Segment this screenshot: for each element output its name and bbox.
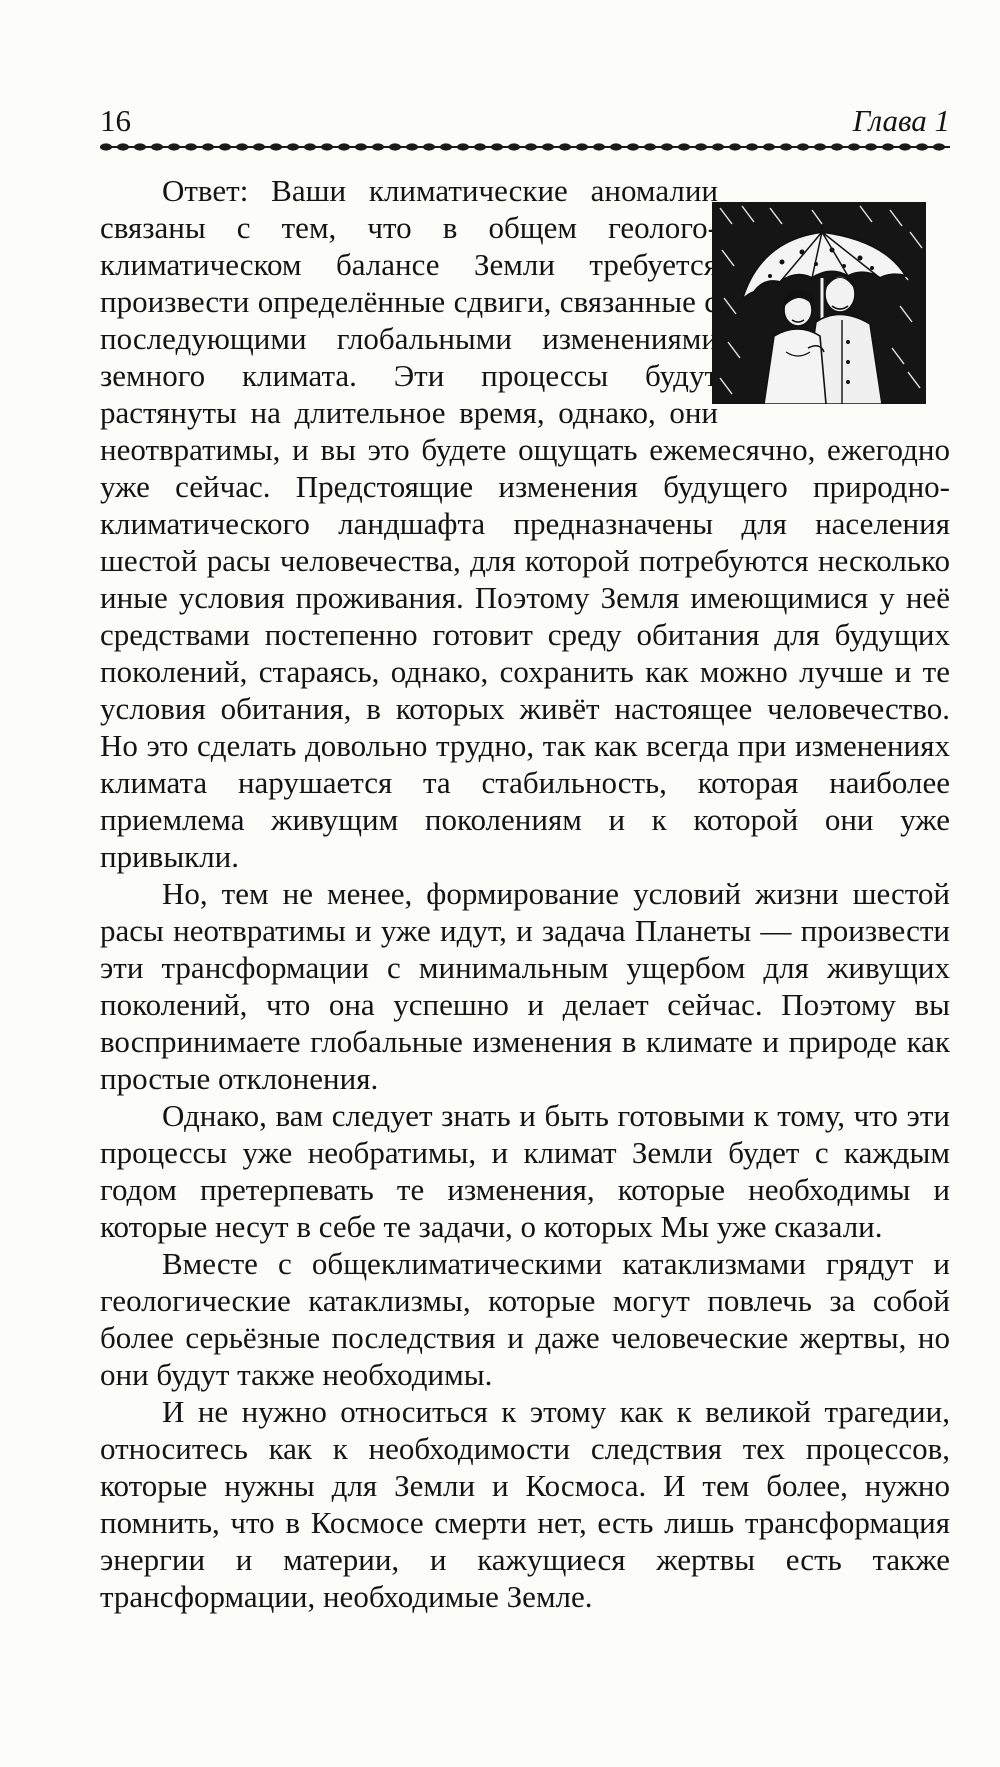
rule-bead	[882, 143, 894, 150]
rule-bead	[729, 143, 741, 150]
rule-bead	[831, 143, 843, 150]
rule-bead	[287, 143, 299, 150]
rule-bead	[491, 143, 503, 150]
rule-bead	[440, 143, 452, 150]
rule-bead	[712, 143, 724, 150]
rule-bead	[780, 143, 792, 150]
rule-bead	[661, 143, 673, 150]
rule-bead	[763, 143, 775, 150]
rule-bead	[134, 143, 146, 150]
rule-bead	[372, 143, 384, 150]
rule-bead	[644, 143, 656, 150]
rule-bead	[933, 143, 945, 150]
rule-bead	[338, 143, 350, 150]
paragraph-2: Но, тем не менее, формирование условий жизни шестой расы неотвратимы и уже идут, и задача Планеты — произвести эти трансформации с минимальным ущербом для живущих поколений, что она успешно и делает сейчас. Поэтому вы воспринимаете глобальные изменения в климате и природе как простые отклонения.	[100, 876, 950, 1096]
rule-bead	[508, 143, 520, 150]
rule-bead	[593, 143, 605, 150]
page-number: 16	[100, 103, 131, 138]
rule-bead	[797, 143, 809, 150]
rule-bead	[423, 143, 435, 150]
rule-bead	[321, 143, 333, 150]
rule-bead	[559, 143, 571, 150]
chapter-title: Глава 1	[852, 103, 950, 138]
rule-bead	[117, 143, 129, 150]
rule-bead	[678, 143, 690, 150]
rule-bead	[474, 143, 486, 150]
rule-bead	[627, 143, 639, 150]
rule-bead	[576, 143, 588, 150]
rule-bead	[610, 143, 622, 150]
rule-bead	[525, 143, 537, 150]
page-header	[100, 104, 950, 138]
decorative-header-rule	[100, 142, 950, 152]
paragraph-5: И не нужно относиться к этому как к великой трагедии, относитесь как к необходимости следствия тех процессов, которые нужны для Земли и Космоса. И тем более, нужно помнить, что в Космосе смерти нет, есть лишь трансформация энергии и материи, и кажущиеся жертвы есть также трансформации, необходимые Земле.	[100, 1394, 950, 1614]
rule-bead	[185, 143, 197, 150]
illustration-space	[718, 172, 950, 421]
rule-bead	[304, 143, 316, 150]
rule-bead	[542, 143, 554, 150]
rule-bead	[151, 143, 163, 150]
paragraph-4: Вместе с общеклиматическими катаклизмами грядут и геологические катаклизмы, которые могут повлечь за собой более серьёзные последствия и даже человеческие жертвы, но они будут также необходимы.	[100, 1246, 950, 1392]
rule-bead	[253, 143, 265, 150]
rule-bead	[865, 143, 877, 150]
rule-bead	[406, 143, 418, 150]
rule-bead	[899, 143, 911, 150]
rule-bead	[457, 143, 469, 150]
paragraph-3: Однако, вам следует знать и быть готовыми к тому, что эти процессы уже необратимы, и климат Земли будет с каждым годом претерпевать те изменения, которые необходимы и которые несут в себе те задачи, о которых Мы уже сказали.	[100, 1098, 950, 1244]
rule-bead	[848, 143, 860, 150]
rule-bead	[270, 143, 282, 150]
paragraph-1: Ответ: Ваши климатические аномалии связаны с тем, что в общем геолого-климатическом балансе Земли требуется произвести определённые сдвиги, связанные с последующими глобальными изменениями земного климата. Эти процессы будут растянуты на длительное время, однако, они неотвратимы, и вы это будете ощущать ежемесячно, ежегодно уже сейчас. Предстоящие изменения будущего природно-климатического ландшафта предназначены для населения шестой расы человечества, для которой потребуются несколько иные условия проживания. Поэтому Земля имеющимися у неё средствами постепенно готовит среду обитания для будущих поколений, стараясь, однако, сохранить как можно лучше и те условия обитания, в которых живёт настоящее человечество. Но это сделать довольно трудно, так как всегда при изменениях климата нарушается та стабильность, которая наиболее приемлема живущим поколениям и к которой они уже привыкли.	[100, 173, 950, 874]
rule-bead	[219, 143, 231, 150]
body-text	[100, 172, 950, 1615]
rule-bead	[695, 143, 707, 150]
rule-bead	[916, 143, 928, 150]
rule-bead	[168, 143, 180, 150]
rule-bead	[814, 143, 826, 150]
rule-bead	[355, 143, 367, 150]
rule-bead	[100, 143, 112, 150]
rule-bead	[389, 143, 401, 150]
rule-bead	[236, 143, 248, 150]
rule-bead	[202, 143, 214, 150]
rule-bead	[746, 143, 758, 150]
